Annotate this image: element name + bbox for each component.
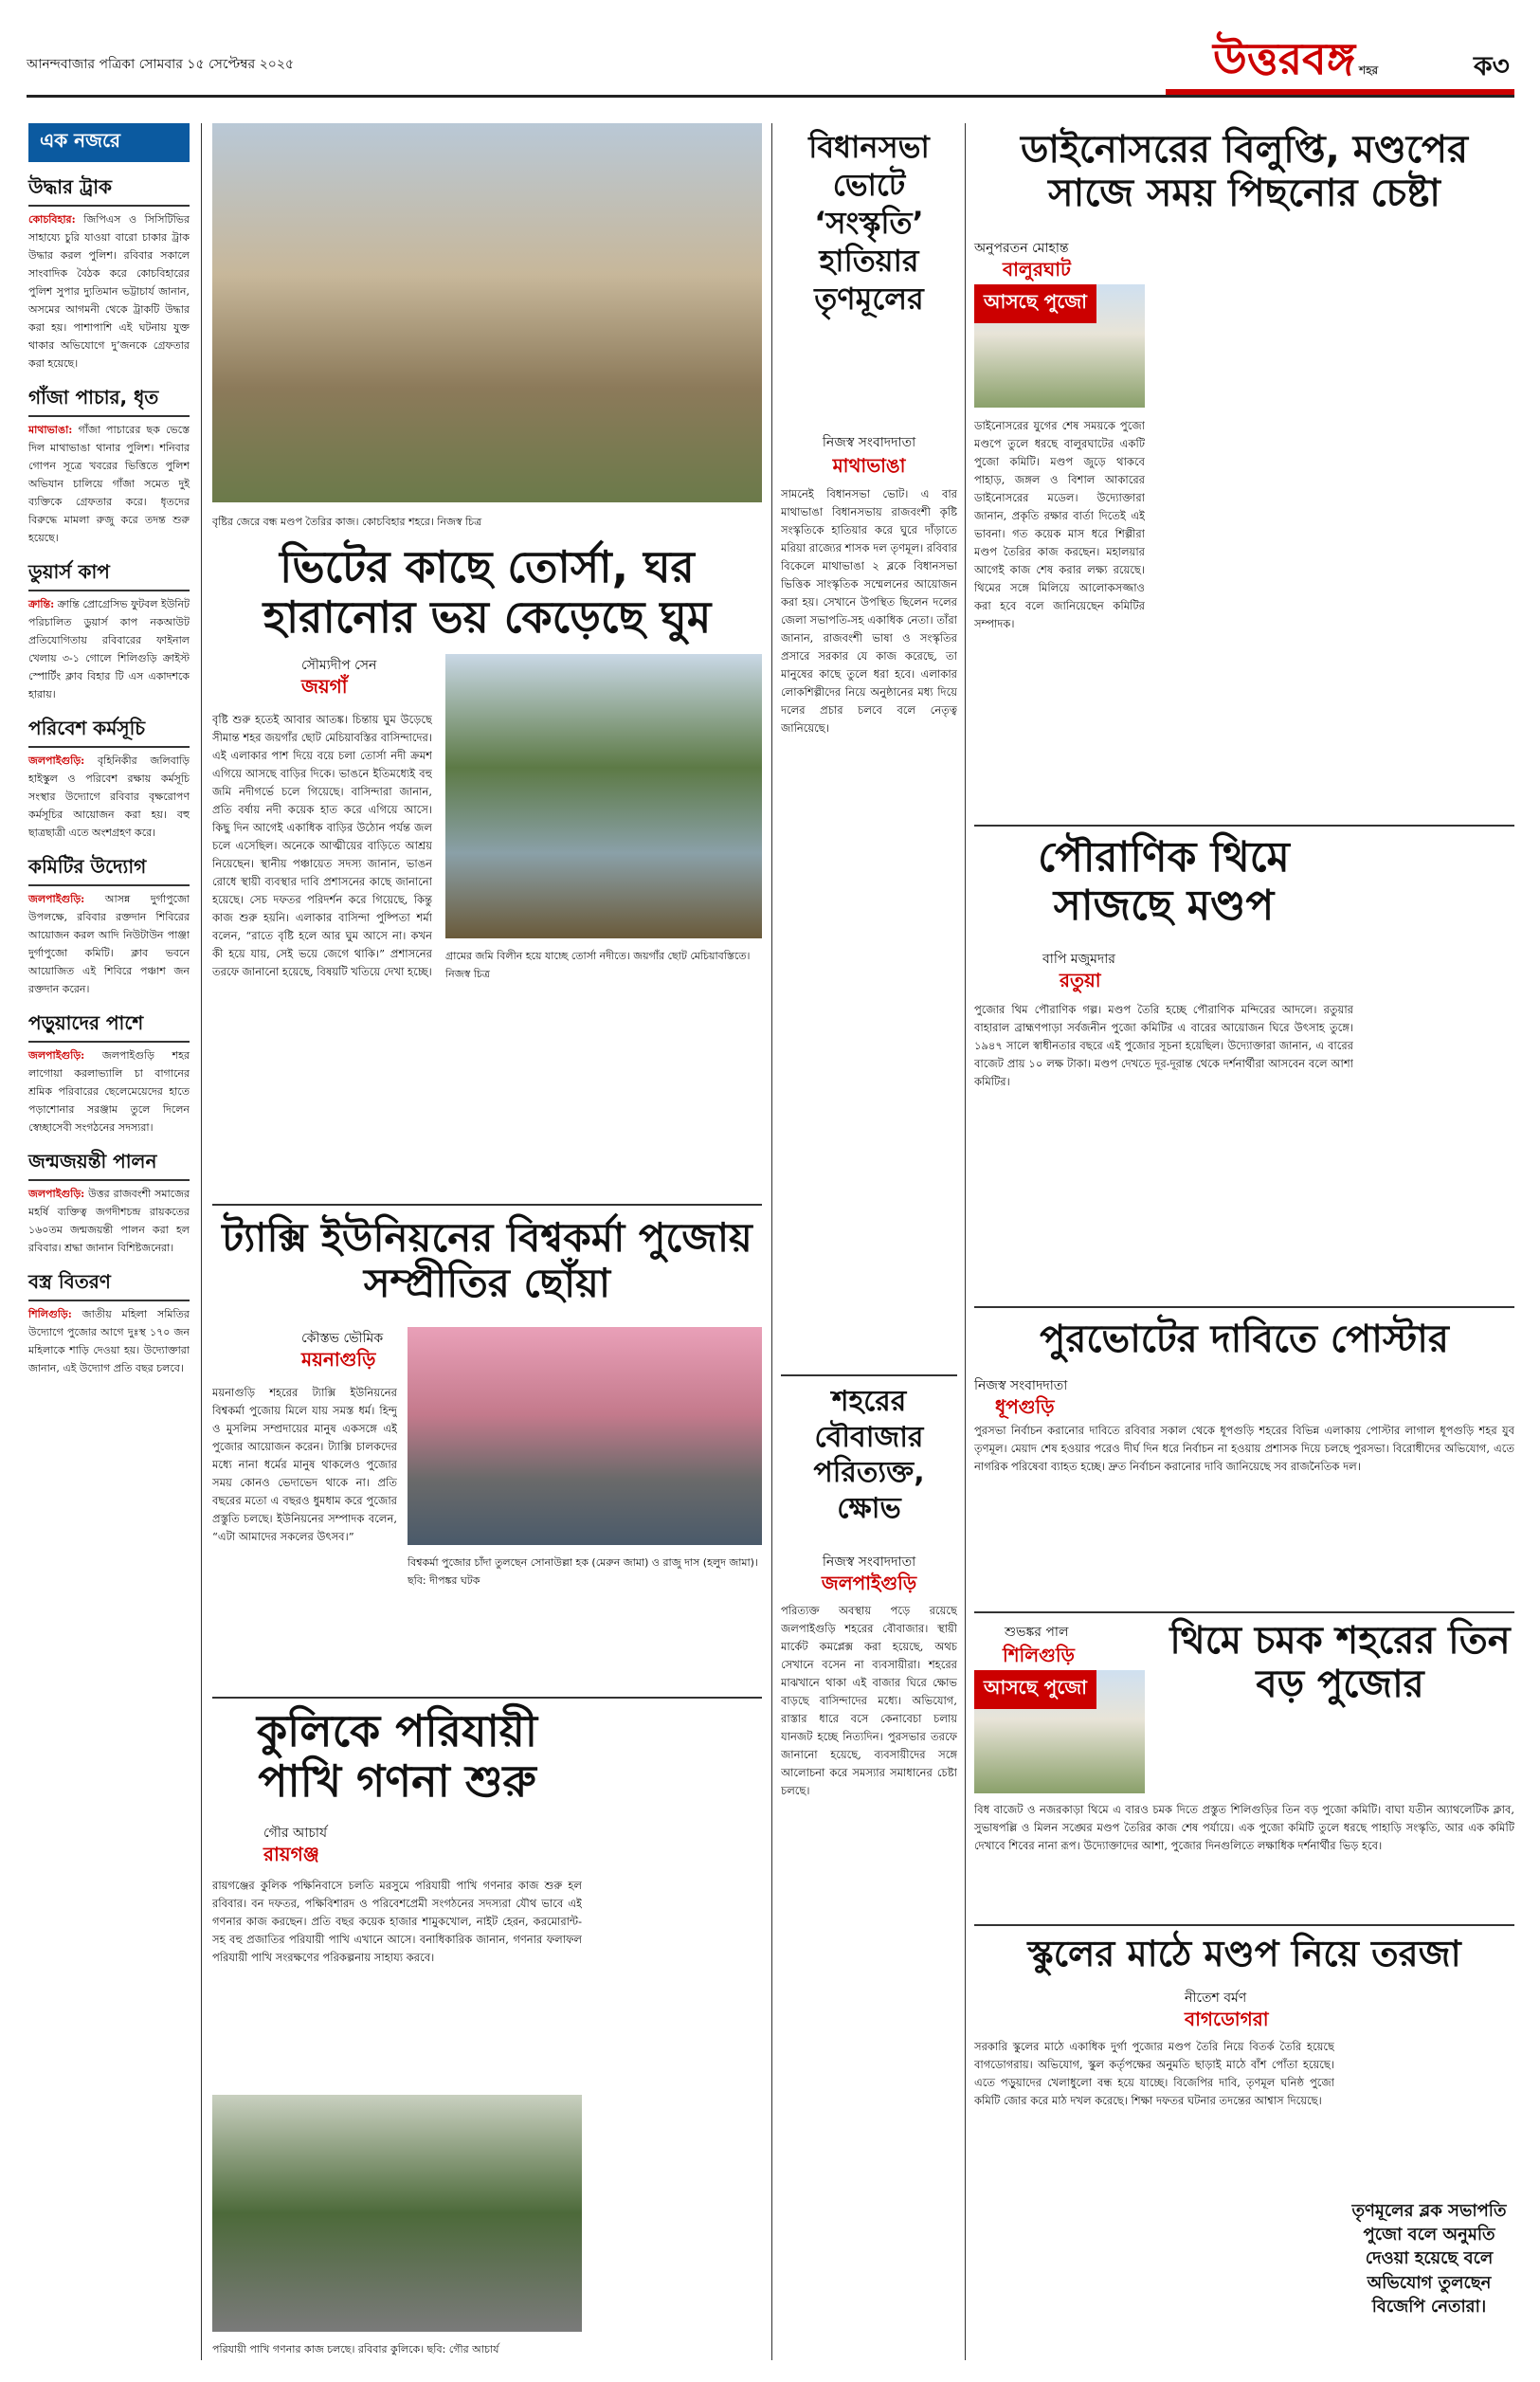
paper-dateline: আনন্দবাজার পত্রিকা সোমবার ১৫ সেপ্টেম্বর ২০২৫ [27,57,295,72]
byline: নিজস্ব সংবাদদাতা [974,1378,1068,1393]
section-rule [212,1204,762,1206]
byline: শুভঙ্কর পাল [1005,1625,1069,1640]
dateline-place: রায়গঞ্জ [263,1843,319,1865]
story-body-continued [1154,237,1514,815]
section-tag: শহর [1359,64,1379,77]
sidebar-item-place: জলপাইগুড়ি: [28,1049,85,1062]
dateline-place: বালুরঘাট [1003,258,1071,281]
sidebar-item [28,558,190,703]
sidebar-item-head: ডুয়ার্স কাপ [28,558,190,591]
byline: কৌস্তভ ভৌমিক [301,1331,384,1346]
dateline-place: ময়নাগুড়ি [301,1348,376,1371]
byline: নিজস্ব সংবাদদাতা [822,435,916,450]
byline: গৌর আচার্য [263,1826,328,1841]
byline: নিজস্ব সংবাদদাতা [822,1555,916,1570]
story-body: বৃষ্টি শুরু হতেই আবার আতঙ্ক। চিন্তায় ঘুম উড়েছে সীমান্ত শহর জয়গাঁর ছোট মেচিয়াবস্তির বাসিন্দাদের। এই এলাকার পাশ দিয়ে বয়ে চলা তোর্সা নদী ক্রমশ এগিয়ে আসছে বাড়ির দিকে। ভাঙনে ইতিমধ্যেই বহু জমি নদীগর্ভে চলে গিয়েছে। বাসিন্দারা জানান, প্রতি বর্ষায় নদী কয়েক হাত করে এগিয়ে আসে। কিছু দিন আগেই একাধিক বাড়ির উঠোন পর্যন্ত জল চলে এসেছিল। অনেকে আত্মীয়ের বাড়িতে আশ্রয় নিয়েছেন। স্থানীয় পঞ্চায়েত সদস্য জানান, ভাঙন রোধে স্থায়ী ব্যবস্থার দাবি প্রশাসনের কাছে জানানো হয়েছে। সেচ দফতর পরিদর্শন করে গিয়েছে, কিন্তু কাজ শুরু হয়নি। এলাকার বাসিন্দা পুষ্পিতা শর্মা বলেন, “রাতে বৃষ্টি হলে আর ঘুম আসে না। কখন কী হয়ে যায়, সেই ভয়ে জেগে থাকি।” প্রশাসনের তরফে জানানো হয়েছে, বিষয়টি খতিয়ে দেখা হচ্ছে। [212,713,432,978]
byline: নীতেশ বর্মণ [1185,1991,1247,2006]
dateline-place: শিলিগুড়ি [1003,1644,1075,1666]
column-rule [965,123,966,2360]
sidebar-item-text: গাঁজা পাচারের ছক ভেস্তে দিল মাথাভাঙা থানার পুলিশ। শনিবার গোপন সূত্রে খবরের ভিত্তিতে পুলিশ অভিযান চালিয়ে গাঁজা সমেত দুই ব্যক্তিকে গ্রেফতার করে। ধৃতদের বিরুদ্ধে মামলা রুজু করে তদন্ত শুরু হয়েছে। [28,424,190,544]
sidebar-item [28,715,190,842]
story-headline: পুরভোটের দাবিতে পোস্টার [1040,1318,1449,1361]
sidebar-at-a-glance [28,123,190,1381]
section-rule [974,825,1514,827]
story-body: ডাইনোসরের যুগের শেষ সময়কে পুজো মণ্ডপে তুলে ধরছে বালুরঘাটের একটি পুজো কমিটি। মণ্ডপ জুড়ে থাকবে পাহাড়, জঙ্গল ও বিশাল আকারের ডাইনোসরের মডেল। উদ্যোক্তারা জানান, প্রকৃতি রক্ষার বার্তা দিতেই এই ভাবনা। গত কয়েক মাস ধরে শিল্পীরা মণ্ডপ তৈরির কাজ করছেন। মহালয়ার আগেই কাজ শেষ করার লক্ষ্য রয়েছে। থিমের সঙ্গে মিলিয়ে আলোকসজ্জাও করা হবে বলে জানিয়েছেন কমিটির সম্পাদক। [974,419,1145,630]
sidebar-item-head: জন্মজয়ন্তী পালন [28,1148,190,1181]
story-headline: ট্যাক্সি ইউনিয়নের বিশ্বকর্মা পুজোয় সম্প্রীতির ছোঁয়া [222,1214,752,1307]
sidebar-item-text: ক্রান্তি প্রোগ্রেসিভ ফুটবল ইউনিট পরিচালিত ডুয়ার্স কাপ নকআউট প্রতিযোগিতায় রবিবারের ফাইনাল খেলায় ৩-১ গোলে শিলিগুড়ি ক্রাইস্ট স্পোর্টিং ক্লাব বিহার টি এস একাদশকে হারায়। [28,598,190,700]
pull-quote: তৃণমূলের ব্লক সভাপতি পুজো বলে অনুমতি দেওয়া হয়েছে বলে অভিযোগ তুলছেন বিজেপি নেতারা। [1351,2201,1507,2317]
puja-meeting-photo [408,1327,762,1545]
sidebar-item [28,1148,190,1257]
sidebar-item-place: ক্রান্তি: [28,598,55,610]
sidebar-item [28,1009,190,1136]
story-headline: পৌরাণিক থিমে সাজছে মণ্ডপ [1038,833,1290,930]
sidebar-item-place: কোচবিহার: [28,213,76,226]
story-body: বিধ বাজেট ও নজরকাড়া থিমে এ বারও চমক দিতে প্রস্তুত শিলিগুড়ির তিন বড় পুজো কমিটি। বাঘা যতীন অ্যাথলেটিক ক্লাব, সুভাষপল্লি ও মিলন সঙ্ঘের মণ্ডপ তৈরির কাজ শেষ পর্যায়ে। এক পুজো কমিটি তুলে ধরছে পাহাড়ি সংস্কৃতি, আর এক কমিটি দেখাবে শিবের নানা রূপ। উদ্যোক্তাদের আশা, পুজোর দিনগুলিতে লক্ষাধিক দর্শনার্থীর ভিড় হবে। [974,1803,1514,1852]
sidebar-item [28,173,190,373]
byline: অনুপরতন মোহান্ত [974,241,1069,256]
section-rule [974,1611,1514,1613]
sidebar-item-head: কমিটির উদ্যোগ [28,853,190,886]
dateline-place: ধূপগুড়ি [995,1395,1055,1418]
story-headline: কুলিকে পরিযায়ী পাখি গণনা শুরু [256,1705,538,1807]
sidebar-item-text: জিপিএস ও সিসিটিভির সাহায্যে চুরি যাওয়া বারো চাকার ট্রাক উদ্ধার করল পুলিশ। রবিবার সকালে সাংবাদিক বৈঠক করে কোচবিহারের পুলিশ সুপার দ্যুতিমান ভট্টাচার্য জানান, অসমের আগমনী থেকে ট্রাকটি উদ্ধার করা হয়। পাশাপাশি এই ঘটনায় যুক্ত থাকার অভিযোগে দু’জনকে গ্রেফতার করা হয়েছে। [28,213,190,370]
story-body: পুরসভা নির্বাচন করানোর দাবিতে রবিবার সকাল থেকে ধূপগুড়ি শহরের বিভিন্ন এলাকায় পোস্টার লাগাল ধূপগুড়ি শহর যুব তৃণমূল। মেয়াদ শেষ হওয়ার পরেও দীর্ঘ দিন ধরে নির্বাচন না হওয়ায় প্রশাসক দিয়ে চলছে পুরসভা। বিরোধীদের অভিযোগ, এতে নাগরিক পরিষেবা ব্যাহত হচ্ছে। দ্রুত নির্বাচন করানোর দাবি জানিয়েছে সব রাজনৈতিক দল। [974,1424,1514,1473]
bird-census-photo [212,2095,582,2332]
story-body: ময়নাগুড়ি শহরের ট্যাক্সি ইউনিয়নের বিশ্বকর্মা পুজোয় মিলে যায় সমস্ত ধর্ম। হিন্দু ও মুসলিম সম্প্রদায়ের মানুষ একসঙ্গে এই পুজোর আয়োজন করেন। ট্যাক্সি চালকদের মধ্যে নানা ধর্মের মানুষ থাকলেও পুজোর সময় কোনও ভেদাভেদ থাকে না। প্রতি বছরের মতো এ বছরও ধুমধাম করে পুজোর প্রস্তুতি চলছে। ইউনিয়নের সম্পাদক বলেন, “এটা আমাদের সকলের উৎসব।” [212,1386,397,1543]
column-rule [771,123,772,2360]
byline: বাপি মজুমদার [1042,952,1115,967]
sidebar-item-place: মাথাভাঙা: [28,424,73,436]
river-erosion-photo [445,654,762,938]
section-rule [974,1306,1514,1308]
photo-caption: বৃষ্টির জেরে বন্ধ মণ্ডপ তৈরির কাজ। কোচবিহার শহরে। নিজস্ব চিত্র [212,516,482,528]
story-body: সরকারি স্কুলের মাঠে একাধিক দুর্গা পুজোর মণ্ডপ তৈরি নিয়ে বিতর্ক তৈরি হয়েছে বাগডোগরায়। অভিযোগ, স্কুল কর্তৃপক্ষের অনুমতি ছাড়াই মাঠে বাঁশ পোঁতা হয়েছে। এতে পড়ুয়াদের খেলাধুলো বন্ধ হয়ে যাচ্ছে। বিজেপির দাবি, তৃণমূল ঘনিষ্ঠ পুজো কমিটি জোর করে মাঠ দখল করেছে। শিক্ষা দফতর ঘটনার তদন্তের আশ্বাস দিয়েছে। [974,2040,1334,2107]
story-headline: ভিটের কাছে তোর্সা, ঘর হারানোর ভয় কেড়েছে ঘুম [263,541,712,643]
story-headline: বিধানসভা ভোটে ‘সংস্কৃতি’ হাতিয়ার তৃণমূলের [808,129,930,317]
sidebar-banner: এক নজরে [28,123,190,162]
sidebar-item-text: আসন্ন দুর্গাপুজো উপলক্ষে, রবিবার রক্তদান শিবিরের আয়োজন করল আদি নিউটাউন পাঞ্জা দুর্গাপুজো কমিটি। ক্লাব ভবনে আয়োজিত এই শিবিরে পঞ্চাশ জন রক্তদান করেন। [28,893,190,995]
section-rule [212,1697,762,1699]
photo-caption: পরিযায়ী পাখি গণনার কাজ চলছে। রবিবার কুলিকে। ছবি: গৌর আচার্য [212,2343,499,2355]
page-number: ক৩ [1474,50,1510,82]
pandal-construction-photo [212,123,762,502]
sidebar-item-head: উদ্ধার ট্রাক [28,173,190,207]
sidebar-item-head: বস্ত্র বিতরণ [28,1268,190,1301]
pujo-badge: আসছে পুজো [974,1670,1096,1709]
sidebar-item-place: জলপাইগুড়ি: [28,755,85,767]
story-body-continued [445,986,762,1194]
section-title: উত্তরবঙ্গ [1213,33,1356,84]
header-rule [27,95,1514,98]
sidebar-item-place: শিলিগুড়ি: [28,1308,72,1320]
sidebar-item [28,384,190,547]
dateline-place: মাথাভাঙা [832,454,906,477]
sidebar-item-head: গাঁজা পাচার, ধৃত [28,384,190,417]
story-body: সামনেই বিধানসভা ভোট। এ বার মাথাভাঙা বিধানসভায় রাজবংশী কৃষ্টি সংস্কৃতিকে হাতিয়ার করে ঘুরে দাঁড়াতে মরিয়া রাজ্যের শাসক দল তৃণমূল। রবিবার বিকেলে মাথাভাঙা ২ ব্লকে বিধানসভা ভিত্তিক সাংস্কৃতিক সম্মেলনের আয়োজন করা হয়। সেখানে উপস্থিত ছিলেন দলের জেলা সভাপতি-সহ একাধিক নেতা। তাঁরা জানান, রাজবংশী ভাষা ও সংস্কৃতির প্রসারে সরকার যে কাজ করেছে, তা মানুষের কাছে তুলে ধরা হবে। এলাকার লোকশিল্পীদের নিয়ে অনুষ্ঠানের মধ্য দিয়ে দলের প্রচার চলবে বলে নেতৃত্ব জানিয়েছে। [781,487,957,735]
section-logo [1213,27,1378,99]
story-headline: স্কুলের মাঠে মণ্ডপ নিয়ে তরজা [1027,1933,1461,1974]
sidebar-item-text: উত্তর রাজবংশী সমাজের মহর্ষি ব্যক্তিত্ব জগদীশচন্দ্র রায়কতের ১৬০তম জন্মজয়ন্তী পালন করা হল রবিবার। শ্রদ্ধা জানান বিশিষ্টজনেরা। [28,1188,190,1254]
story-headline: ডাইনোসরের বিলুপ্তি, মণ্ডপের সাজে সময় পিছনোর চেষ্টা [1020,128,1469,215]
section-rule [974,1924,1514,1926]
sidebar-item-text: জলপাইগুড়ি শহর লাগোয়া করলাভ্যালি চা বাগানের শ্রমিক পরিবারের ছেলেমেয়েদের হাতে পড়াশোনার সরঞ্জাম তুলে দিলেন স্বেচ্ছাসেবী সংগঠনের সদস্যরা। [28,1049,190,1134]
sidebar-item-head: পড়ুয়াদের পাশে [28,1009,190,1043]
story-body-continued [595,1706,762,2360]
story-headline: শহরের বৌবাজার পরিত্যক্ত, ক্ষোভ [813,1385,925,1525]
sidebar-item [28,853,190,998]
column-rule [201,123,202,2360]
sidebar-item-text: জাতীয় মহিলা সমিতির উদ্যোগে পুজোর আগে দুঃস্থ ১৭০ জন মহিলাকে শাড়ি দেওয়া হয়। উদ্যোক্তারা জানান, এই উদ্যোগ প্রতি বছর চলবে। [28,1308,190,1374]
story-headline: থিমে চমক শহরের তিন বড় পুজোর [1169,1619,1511,1706]
story-body: রায়গঞ্জের কুলিক পক্ষিনিবাসে চলতি মরসুমে পরিযায়ী পাখি গণনার কাজ শুরু হল রবিবার। বন দফতর, পক্ষিবিশারদ ও পরিবেশপ্রেমী সংগঠনের সদস্যরা যৌথ ভাবে এই গণনার কাজ করছেন। প্রতি বছর কয়েক হাজার শামুকখোল, নাইট হেরন, করমোরান্ট-সহ বহু প্রজাতির পরিযায়ী পাখি এখানে আসে। বনাধিকারিক জানান, গণনার ফলাফল পরিযায়ী পাখি সংরক্ষণের পরিকল্পনায় সাহায্য করবে। [212,1879,582,1964]
sidebar-item-text: বৃহিনিকীর জলিবাড়ি হাইস্কুল ও পরিবেশ রক্ষায় কর্মসূচি সংস্থার উদ্যোগে রবিবার বৃক্ষরোপণ কর্মসূচির আয়োজন করা হয়। বহু ছাত্রছাত্রী এতে অংশগ্রহণ করে। [28,755,190,839]
dateline-place: জলপাইগুড়ি [821,1572,917,1594]
dateline-place: জয়গাঁ [301,675,348,698]
pujo-badge: আসছে পুজো [974,284,1096,323]
sidebar-item [28,1268,190,1377]
photo-caption: বিশ্বকর্মা পুজোর চাঁদা তুলছেন সোনাউল্লা হক (মেরুন জামা) ও রাজু দাস (হলুদ জামা)। ছবি: দীপঙ্কর ঘটক [408,1556,758,1587]
story-body: পরিত্যক্ত অবস্থায় পড়ে রয়েছে জলপাইগুড়ি শহরের বৌবাজার। স্থায়ী মার্কেট কমপ্লেক্স করা হয়েছে, অথচ সেখানে বসেন না ব্যবসায়ীরা। শহরের মাঝখানে থাকা এই বাজার ঘিরে ক্ষোভ বাড়ছে বাসিন্দাদের মধ্যে। অভিযোগ, রাস্তার ধারে বসে কেনাবেচা চলায় যানজট হচ্ছে নিত্যদিন। পুরসভার তরফে জানানো হয়েছে, ব্যবসায়ীদের সঙ্গে আলোচনা করে সমস্যার সমাধানের চেষ্টা চলছে। [781,1604,957,1797]
sidebar-item-place: জলপাইগুড়ি: [28,893,85,905]
sidebar-item-place: জলপাইগুড়ি: [28,1188,85,1200]
story-body: পুজোর থিম পৌরাণিক গল্প। মণ্ডপ তৈরি হচ্ছে পৌরাণিক মন্দিরের আদলে। রতুয়ার বাহারাল ব্রাহ্মণপাড়া সর্বজনীন পুজো কমিটির এ বারের আয়োজন ঘিরে উৎসাহ তুঙ্গে। ১৯৪৭ সালে স্বাধীনতার বছরে এই পুজোর সূচনা হয়েছিল। উদ্যোক্তারা জানান, এ বারের বাজেট প্রায় ১০ লক্ষ টাকা। মণ্ডপ দেখতে দূর-দূরান্ত থেকে দর্শনার্থীরা আসবেন বলে আশা কমিটির। [974,1003,1353,1088]
dateline-place: বাগডোগরা [1185,2008,1269,2030]
sidebar-item-head: পরিবেশ কর্মসূচি [28,715,190,748]
byline: সৌম্যদীপ সেন [301,658,377,673]
dateline-place: রতুয়া [1060,969,1101,991]
story-body-continued [1363,834,1514,1295]
photo-caption: গ্রামের জমি বিলীন হয়ে যাচ্ছে তোর্সা নদীতে। জয়গাঁর ছোট মেচিয়াবস্তিতে। নিজস্ব চিত্র [445,950,751,980]
section-rule [781,1374,957,1376]
